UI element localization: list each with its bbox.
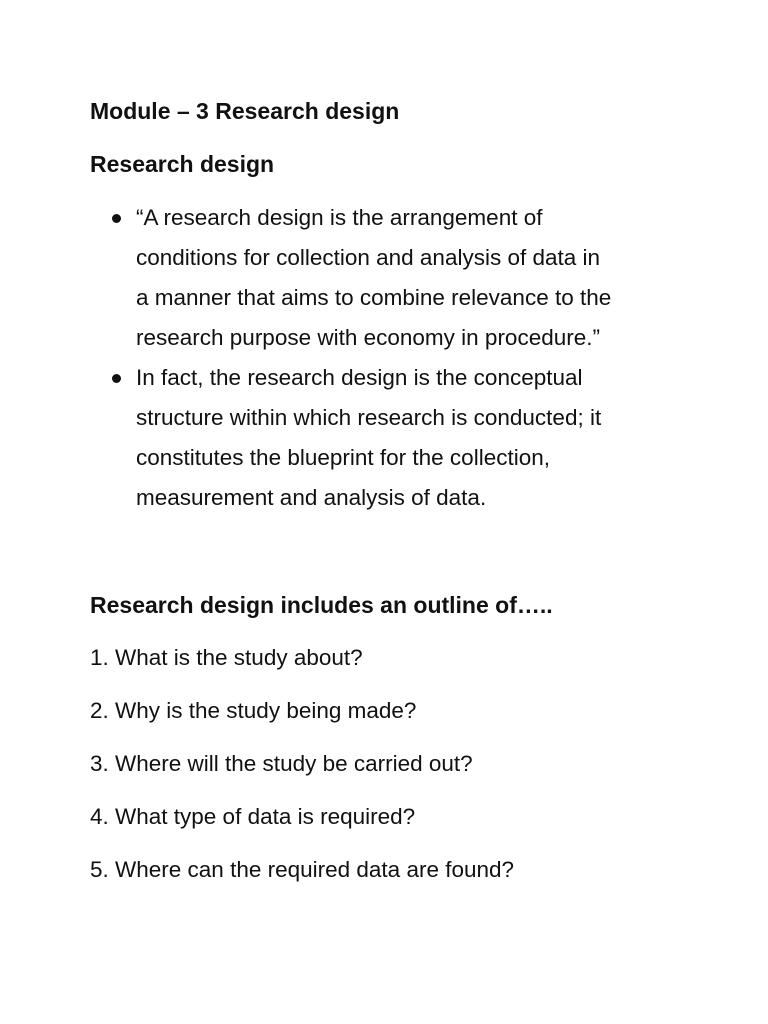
section-heading: Research design: [90, 151, 275, 177]
outline-item: 2. Why is the study being made?: [90, 698, 417, 723]
bullet-line: research purpose with economy in procedure.”: [136, 325, 600, 350]
bullet-dot-icon: [112, 214, 121, 223]
outline-heading: Research design includes an outline of…..: [90, 592, 553, 618]
bullet-line: measurement and analysis of data.: [136, 485, 487, 510]
outline-item: 3. Where will the study be carried out?: [90, 751, 473, 776]
outline-item: 4. What type of data is required?: [90, 804, 416, 829]
outline-item: 5. Where can the required data are found?: [90, 857, 515, 882]
bullet-item: [90, 358, 710, 518]
definition-bullet-list: [90, 198, 710, 518]
module-title: Module – 3 Research design: [90, 98, 400, 124]
bullet-line: constitutes the blueprint for the collection,: [136, 445, 550, 470]
bullet-line: a manner that aims to combine relevance to the: [136, 285, 612, 310]
bullet-line: “A research design is the arrangement of: [136, 205, 543, 230]
bullet-line: In fact, the research design is the conceptual: [136, 365, 583, 390]
bullet-item: [90, 198, 710, 358]
bullet-dot-icon: [112, 374, 121, 383]
outline-item: 1. What is the study about?: [90, 645, 363, 670]
bullet-line: structure within which research is conducted; it: [136, 405, 602, 430]
outline-numbered-list: [90, 642, 514, 907]
bullet-line: conditions for collection and analysis of data in: [136, 245, 601, 270]
